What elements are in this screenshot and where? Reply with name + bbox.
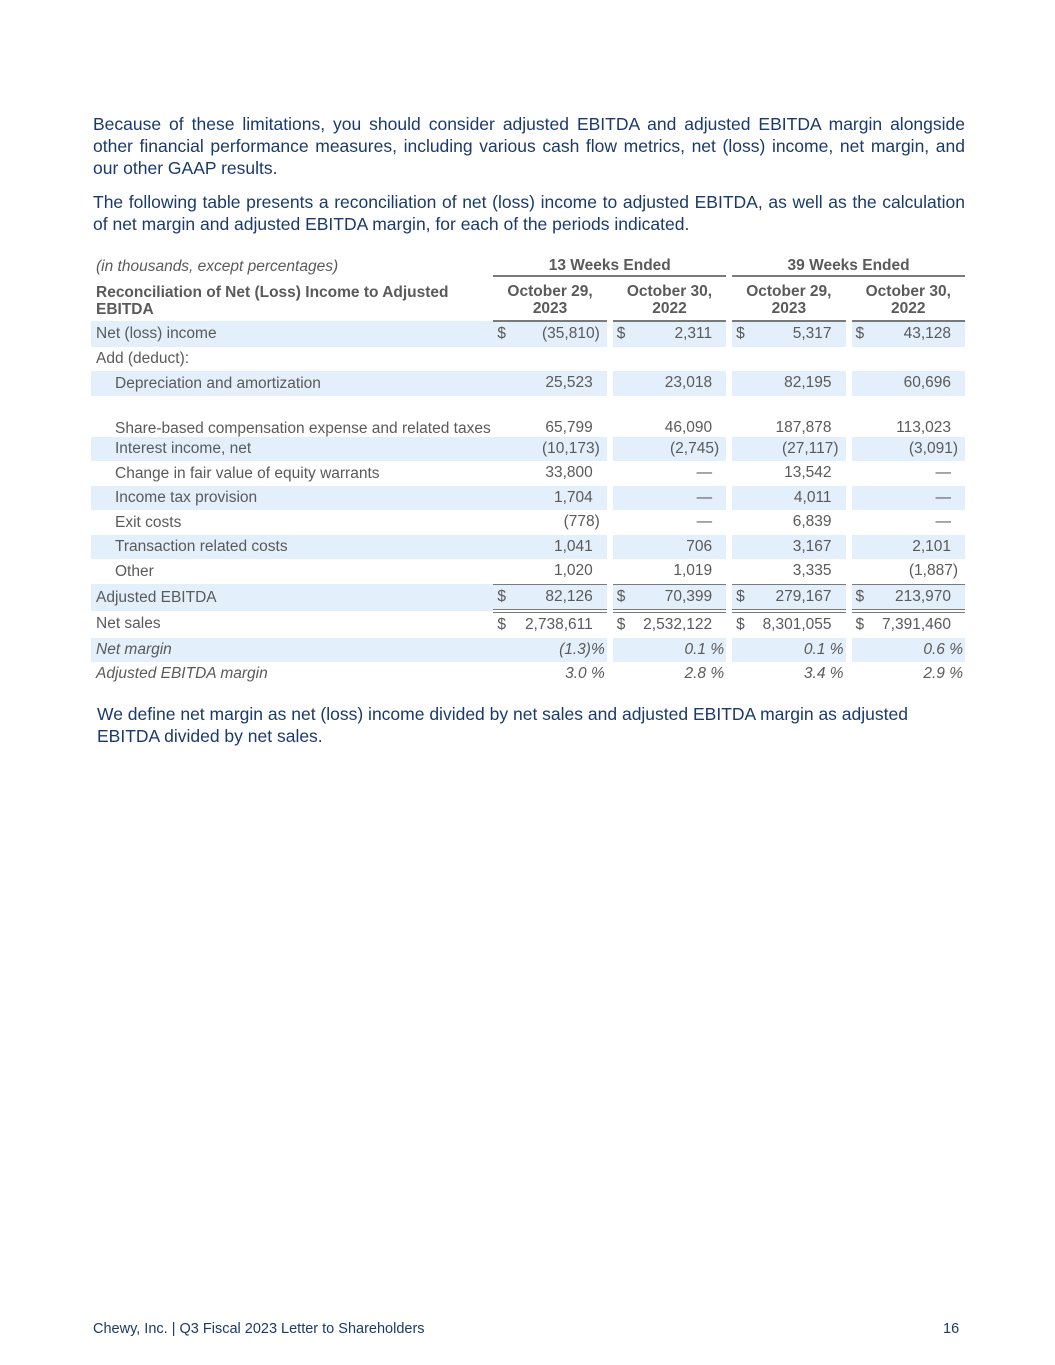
cell-value: 25,523 <box>493 371 606 396</box>
table-row <box>91 437 965 462</box>
cell-value: — <box>852 486 965 511</box>
cell-value: 2,101 <box>852 535 965 560</box>
row-label: Net (loss) income <box>91 321 493 347</box>
row-label: Change in fair value of equity warrants <box>115 464 380 482</box>
cell-value: (3,091) <box>852 437 965 462</box>
cell-value: 187,878 <box>775 418 832 436</box>
cell-value: 1,020 <box>553 562 593 580</box>
cell-value: 0.1 % <box>613 638 726 663</box>
cell-value: — <box>696 464 713 482</box>
row-label: Depreciation and amortization <box>91 371 493 396</box>
table-intro-paragraph: The following table presents a reconciliation of net (loss) income to adjusted EBITDA, as well as the calculation of net margin and adjusted EBITDA margin, for each of the periods indicated. <box>93 192 965 234</box>
cell-value: 1,704 <box>493 486 606 511</box>
cell-value: 3.0 % <box>565 665 605 683</box>
table-row <box>91 638 965 663</box>
table-row <box>91 347 965 372</box>
cell-value: (1,887) <box>908 562 958 580</box>
reconciliation-table <box>91 250 965 687</box>
cell-value: — <box>696 513 713 531</box>
currency-symbol: $ <box>616 587 626 605</box>
row-label: Net margin <box>91 638 493 663</box>
cell-value: — <box>613 486 726 511</box>
cell-value: $ 2,311 <box>613 321 726 347</box>
cell-value: $ 5,317 <box>732 321 845 347</box>
row-label: Interest income, net <box>91 437 493 462</box>
currency-symbol: $ <box>616 616 626 634</box>
cell-value: (10,173) <box>493 437 606 462</box>
table-row <box>91 611 965 638</box>
cell-value: $ 70,399 <box>613 584 726 611</box>
cell-value: — <box>935 513 951 531</box>
table-row <box>91 559 965 584</box>
table-row <box>91 486 965 511</box>
currency-symbol: $ <box>497 587 506 605</box>
row-label: Income tax provision <box>91 486 493 511</box>
cell-value: 82,195 <box>732 371 845 396</box>
cell-value: 6,839 <box>792 513 832 531</box>
row-label: Adjusted EBITDA <box>91 584 493 611</box>
row-label: Transaction related costs <box>91 535 493 560</box>
cell-value: 2.9 % <box>923 665 963 683</box>
currency-symbol: $ <box>855 325 865 343</box>
currency-symbol: $ <box>736 587 745 605</box>
currency-symbol: $ <box>616 325 626 343</box>
units-note: (in thousands, except percentages) <box>96 258 339 275</box>
cell-value: 4,011 <box>732 486 845 511</box>
cell-value: (27,117) <box>732 437 845 462</box>
table-row <box>91 461 965 486</box>
cell-value: $ 8,301,055 <box>736 616 832 634</box>
cell-value: $ 82,126 <box>493 584 606 611</box>
currency-symbol: $ <box>497 616 506 634</box>
table-row <box>91 396 965 437</box>
table-row <box>91 662 965 687</box>
cell-value: (2,745) <box>613 437 726 462</box>
page-number: 16 <box>943 1321 960 1337</box>
cell-value: 33,800 <box>545 464 593 482</box>
cell-value: 0.1 % <box>732 638 845 663</box>
row-label: Add (deduct): <box>96 349 190 367</box>
cell-value: $ 2,532,122 <box>616 616 713 634</box>
group-header-39-weeks: 39 Weeks Ended <box>732 250 965 276</box>
cell-value: 3.4 % <box>803 665 844 683</box>
cell-value: 23,018 <box>613 371 726 396</box>
cell-value: 0.6 % <box>852 638 965 663</box>
currency-symbol: $ <box>736 616 745 634</box>
row-label: Net sales <box>96 615 161 633</box>
cell-value: — <box>935 464 951 482</box>
currency-symbol: $ <box>855 587 865 605</box>
cell-value: $ (35,810) <box>493 321 606 347</box>
cell-value: 113,023 <box>896 418 951 436</box>
definition-paragraph: We define net margin as net (loss) income divided by net sales and adjusted EBITDA margin as adjusted EBITDA divided by net sales. <box>97 704 908 746</box>
cell-value: $ 279,167 <box>732 584 845 611</box>
row-label: Share-based compensation expense and related taxes <box>115 419 491 437</box>
cell-value: 2.8 % <box>684 665 725 683</box>
cell-value: (1.3)% <box>493 638 606 663</box>
cell-value: (778) <box>563 513 600 531</box>
table-row <box>91 584 965 611</box>
cell-value: 65,799 <box>545 418 593 436</box>
cell-value: 3,167 <box>732 535 845 560</box>
column-header: October 30, 2022 <box>613 276 726 321</box>
cell-value: 1,019 <box>673 562 713 580</box>
currency-symbol: $ <box>736 325 745 343</box>
cell-value: 3,335 <box>792 562 832 580</box>
cell-value: 1,041 <box>493 535 606 560</box>
cell-value: 60,696 <box>852 371 965 396</box>
cell-value: $ 7,391,460 <box>855 616 951 634</box>
column-header: October 29, 2023 <box>493 276 606 321</box>
column-header: October 29, 2023 <box>732 276 845 321</box>
table-row <box>91 535 965 560</box>
column-header: October 30, 2022 <box>852 276 965 321</box>
cell-value: $ 213,970 <box>852 584 965 611</box>
currency-symbol: $ <box>497 325 506 343</box>
currency-symbol: $ <box>855 616 865 634</box>
group-header-13-weeks: 13 Weeks Ended <box>493 250 726 276</box>
table-row <box>91 321 965 347</box>
intro-paragraph: Because of these limitations, you should consider adjusted EBITDA and adjusted EBITDA margin alongside other financial performance measures, including various cash flow metrics, net (loss) income, net margin, and our other GAAP results. <box>93 114 965 178</box>
footer-title: Chewy, Inc. | Q3 Fiscal 2023 Letter to Shareholders <box>93 1321 425 1337</box>
cell-value: $ 2,738,611 <box>497 616 593 634</box>
cell-value: 706 <box>613 535 726 560</box>
table-header-label: Reconciliation of Net (Loss) Income to Adjusted EBITDA <box>96 284 449 318</box>
row-label: Other <box>115 563 154 580</box>
table-row <box>91 371 965 396</box>
cell-value: $ 43,128 <box>852 321 965 347</box>
table-row <box>91 510 965 535</box>
row-label: Adjusted EBITDA margin <box>96 665 268 683</box>
cell-value: 13,542 <box>784 464 832 482</box>
row-label: Exit costs <box>115 513 182 531</box>
cell-value: 46,090 <box>664 418 713 436</box>
